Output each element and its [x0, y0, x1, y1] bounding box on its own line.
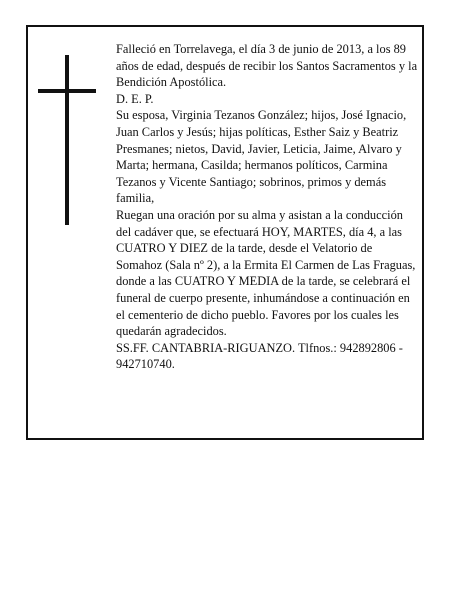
funeral-home-contact: SS.FF. CANTABRIA-RIGUANZO. Tlfnos.: 942892806 - 942710740. — [116, 340, 403, 372]
cross-vertical-bar — [65, 55, 69, 225]
rip-line: D. E. P. — [116, 91, 154, 106]
cross-horizontal-bar — [38, 89, 96, 93]
death-announcement: Falleció en Torrelavega, el día 3 de junio de 2013, a los 89 años de edad, después de recibir los Santos Sacramentos y la Bendición Apostólica. — [116, 42, 418, 90]
obituary-text — [116, 41, 420, 373]
funeral-details: Ruegan una oración por su alma y asistan a la conducción del cadáver que, se efectuará HOY, MARTES, día 4, a las CUATRO Y DIEZ de la tarde, desde el Velatorio de Somahoz (Sala nº 2), a la Ermita El Carmen de Las Fraguas, donde a las CUATRO Y MEDIA de la tarde, se celebrará el funeral de cuerpo presente, inhumándose a continuación en el cementerio de dicho pueblo. Favores por los cuales les quedarán agradecidos. — [116, 207, 416, 339]
cross-icon — [38, 55, 96, 225]
obituary-notice — [26, 25, 424, 440]
family-list: Su esposa, Virginia Tezanos González; hijos, José Ignacio, Juan Carlos y Jesús; hijas políticas, Esther Saiz y Beatriz Presmanes; nietos, David, Javier, Leticia, Jaime, Alvaro y Marta; hermana, Casilda; hermanos políticos, Carmina Tezanos y Vicente Santiago; sobrinos, primos y demás familia, — [116, 108, 407, 206]
